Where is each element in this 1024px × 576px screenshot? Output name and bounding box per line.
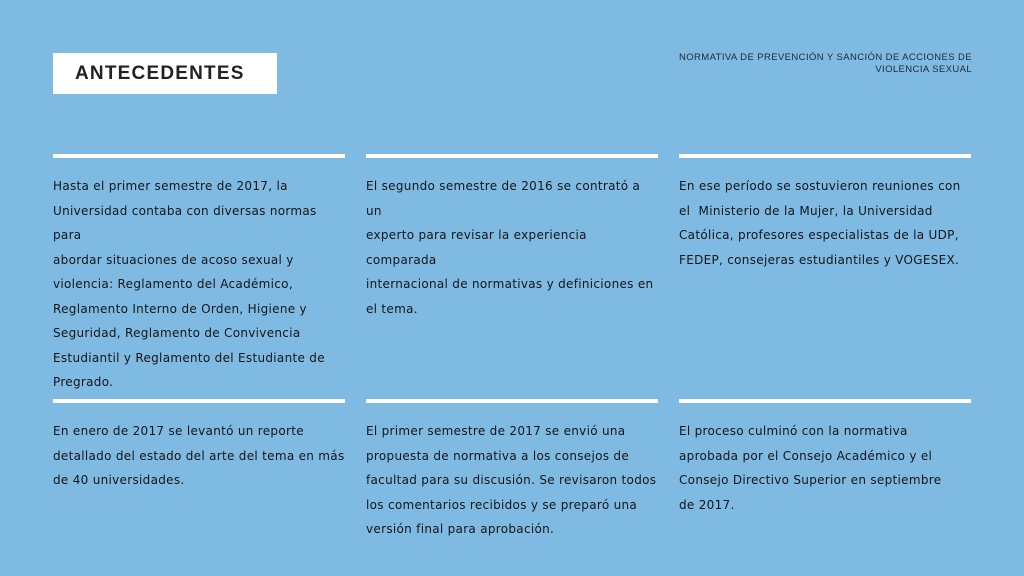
text-line: El proceso culminó con la normativa bbox=[679, 424, 908, 438]
card-divider bbox=[366, 154, 658, 158]
text-line: Consejo Directivo Superior en septiembre bbox=[679, 473, 942, 487]
text-line: detallado del estado del arte del tema en más bbox=[53, 448, 345, 463]
subtitle-line: NORMATIVA DE PREVENCIÓN Y SANCIÓN DE ACCIONES DE bbox=[679, 52, 972, 63]
card-expert-review bbox=[366, 154, 658, 321]
text-line: En ese período se sostuvieron reuniones con bbox=[679, 179, 961, 193]
card-divider bbox=[366, 399, 658, 403]
subtitle-line: VIOLENCIA SEXUAL bbox=[875, 64, 972, 75]
card-divider bbox=[679, 154, 971, 158]
card-text bbox=[679, 174, 971, 272]
text-line: El primer semestre de 2017 se envió una bbox=[366, 424, 626, 438]
text-line: el Ministerio de la Mujer, la Universidad bbox=[679, 203, 933, 218]
text-line: Estudiantil y Reglamento del Estudiante de bbox=[53, 350, 325, 365]
card-antecedent-norms bbox=[53, 154, 345, 395]
text-line: de 40 universidades. bbox=[53, 473, 185, 487]
text-line: FEDEP, consejeras estudiantiles y VOGESEX. bbox=[679, 252, 960, 267]
card-text bbox=[679, 419, 971, 517]
card-approval bbox=[679, 399, 971, 517]
card-report bbox=[53, 399, 345, 493]
text-line: internacional de normativas y definiciones en bbox=[366, 277, 654, 291]
card-divider bbox=[53, 154, 345, 158]
text-line: Universidad contaba con diversas normas para bbox=[53, 203, 317, 242]
text-line: Católica, profesores especialistas de la UDP, bbox=[679, 228, 959, 242]
text-line: violencia: Reglamento del Académico, bbox=[53, 277, 293, 291]
text-line: Reglamento Interno de Orden, Higiene y bbox=[53, 301, 307, 316]
text-line: versión final para aprobación. bbox=[366, 522, 555, 536]
card-text bbox=[366, 174, 658, 321]
text-line: de 2017. bbox=[679, 497, 735, 512]
card-proposal bbox=[366, 399, 658, 542]
text-line: Hasta el primer semestre de 2017, la bbox=[53, 179, 288, 193]
text-line: el tema. bbox=[366, 301, 418, 316]
card-meetings bbox=[679, 154, 971, 272]
card-text bbox=[53, 174, 345, 395]
text-line: propuesta de normativa a los consejos de bbox=[366, 448, 630, 463]
card-divider bbox=[53, 399, 345, 403]
text-line: aprobada por el Consejo Académico y el bbox=[679, 448, 933, 463]
page-title-box bbox=[53, 53, 277, 94]
text-line: Seguridad, Reglamento de Convivencia bbox=[53, 326, 301, 340]
text-line: facultad para su discusión. Se revisaron todos bbox=[366, 473, 657, 487]
text-line: Pregrado. bbox=[53, 375, 114, 389]
page-title: ANTECEDENTES bbox=[75, 62, 245, 84]
document-subtitle bbox=[652, 52, 972, 76]
card-text bbox=[366, 419, 658, 542]
text-line: los comentarios recibidos y se preparó una bbox=[366, 497, 638, 512]
text-line: abordar situaciones de acoso sexual y bbox=[53, 252, 294, 267]
card-text bbox=[53, 419, 345, 493]
card-divider bbox=[679, 399, 971, 403]
text-line: En enero de 2017 se levantó un reporte bbox=[53, 424, 304, 438]
text-line: El segundo semestre de 2016 se contrató a un bbox=[366, 179, 641, 218]
text-line: experto para revisar la experiencia comparada bbox=[366, 228, 587, 267]
